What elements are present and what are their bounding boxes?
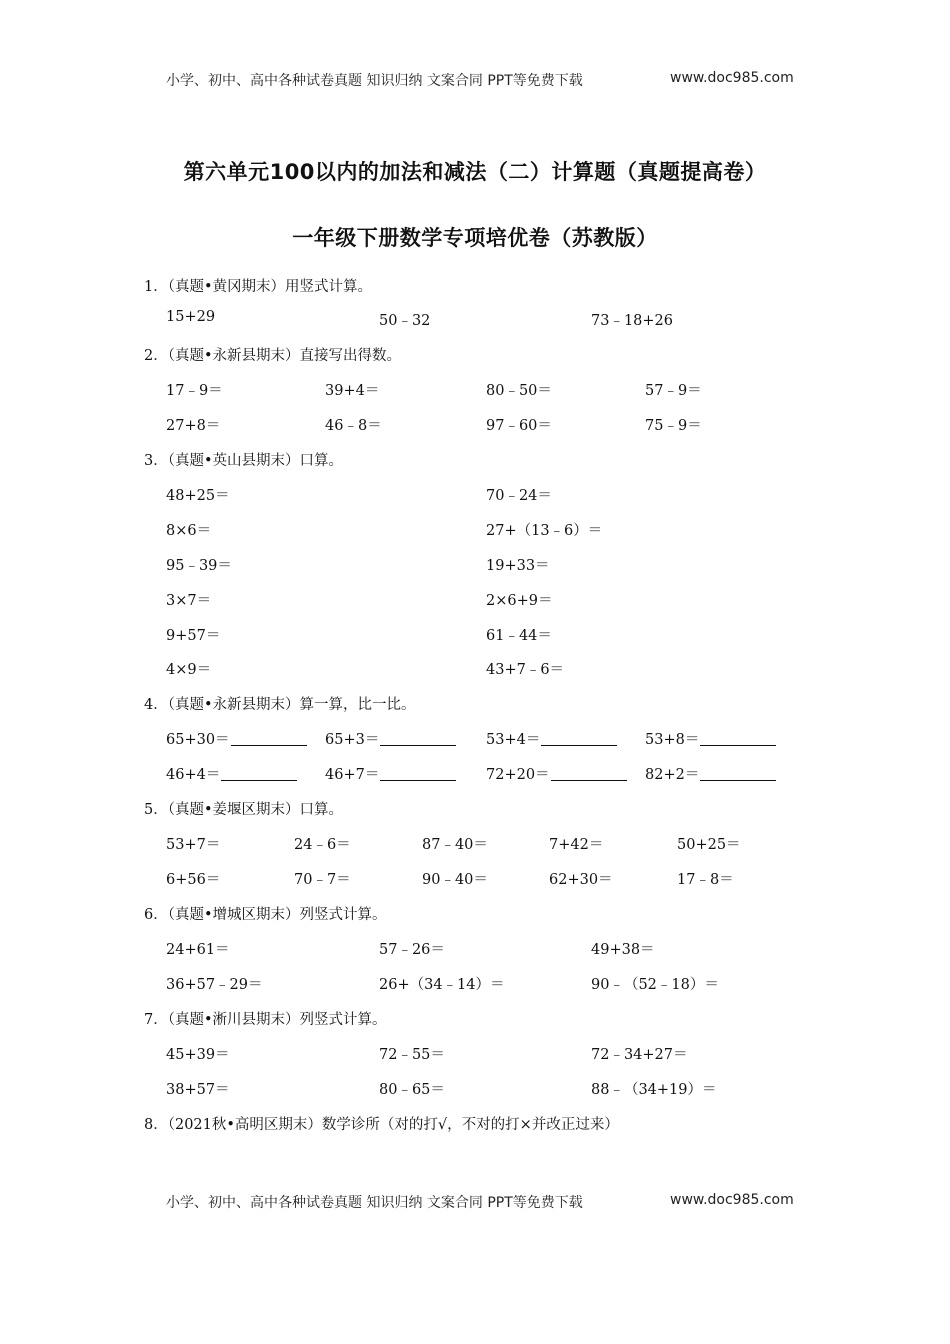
fill-problem — [325, 763, 456, 784]
problem: 62+30＝ — [549, 872, 613, 888]
page-title: 第六单元100以内的加法和减法（二）计算题（真题提高卷） — [183, 160, 767, 184]
answer-blank[interactable] — [700, 766, 776, 781]
question-6-row — [0, 938, 950, 958]
page-subtitle: 一年级下册数学专项培优卷（苏教版） — [292, 226, 658, 250]
problem: 19+33＝ — [486, 558, 550, 574]
question-7-row — [0, 1043, 950, 1063]
question-6-row — [0, 973, 950, 993]
problem: 90﹣（52﹣18）＝ — [591, 977, 719, 993]
question-1-row — [0, 309, 950, 329]
problem: 39+4＝ — [325, 383, 380, 399]
problem: 38+57＝ — [166, 1082, 230, 1098]
fill-problem — [486, 763, 627, 784]
problem: 61﹣44＝ — [486, 628, 552, 644]
problem: 6+56＝ — [166, 872, 221, 888]
question-7-stem: 7．（真题•淅川县期末）列竖式计算。 — [144, 1012, 387, 1028]
header-text: 小学、初中、高中各种试卷真题 知识归纳 文案合同 PPT等免费下载 — [166, 73, 583, 89]
question-4-stem: 4．（真题•永新县期末）算一算，比一比。 — [144, 697, 416, 713]
answer-blank[interactable] — [231, 731, 307, 746]
answer-blank[interactable] — [551, 766, 627, 781]
problem: 75﹣9＝ — [645, 418, 702, 434]
problem: 17﹣8＝ — [677, 872, 734, 888]
problem: 24﹣6＝ — [294, 837, 351, 853]
question-4-row — [0, 763, 950, 783]
problem: 53+7＝ — [166, 837, 221, 853]
header-url[interactable]: www.doc985.com — [670, 70, 794, 86]
problem: 88﹣（34+19）＝ — [591, 1082, 717, 1098]
problem: 2×6+9＝ — [486, 593, 553, 609]
problem: 27+8＝ — [166, 418, 221, 434]
question-5-row — [0, 833, 950, 853]
answer-blank[interactable] — [221, 766, 297, 781]
problem: 8×6＝ — [166, 523, 212, 539]
question-3-row — [0, 589, 950, 609]
problem: 17﹣9＝ — [166, 383, 223, 399]
problem: 26+（34﹣14）＝ — [379, 977, 505, 993]
problem: 53+8＝ — [645, 732, 700, 748]
answer-blank[interactable] — [700, 731, 776, 746]
question-3-row — [0, 554, 950, 574]
fill-problem — [166, 728, 307, 749]
problem: 80﹣65＝ — [379, 1082, 445, 1098]
problem: 57﹣9＝ — [645, 383, 702, 399]
footer-url[interactable]: www.doc985.com — [670, 1192, 794, 1208]
problem: 57﹣26＝ — [379, 942, 445, 958]
problem: 87﹣40＝ — [422, 837, 488, 853]
problem: 15+29 — [166, 309, 216, 325]
problem: 27+（13﹣6）＝ — [486, 523, 603, 539]
problem: 9+57＝ — [166, 628, 221, 644]
fill-problem — [486, 728, 617, 749]
problem: 90﹣40＝ — [422, 872, 488, 888]
question-8-stem: 8．（2021秋•高明区期末）数学诊所（对的打√，不对的打×并改正过来） — [144, 1117, 619, 1133]
question-2-row — [0, 379, 950, 399]
problem: 53+4＝ — [486, 732, 541, 748]
problem: 3×7＝ — [166, 593, 212, 609]
question-3-row — [0, 658, 950, 678]
problem: 43+7﹣6＝ — [486, 662, 565, 678]
problem: 50﹣32 — [379, 313, 431, 329]
problem: 95﹣39＝ — [166, 558, 232, 574]
problem: 73﹣18+26 — [591, 313, 674, 329]
problem: 82+2＝ — [645, 767, 700, 783]
problem: 24+61＝ — [166, 942, 230, 958]
answer-blank[interactable] — [380, 731, 456, 746]
problem: 46+7＝ — [325, 767, 380, 783]
problem: 65+30＝ — [166, 732, 230, 748]
problem: 70﹣7＝ — [294, 872, 351, 888]
question-3-row — [0, 484, 950, 504]
problem: 46﹣8＝ — [325, 418, 382, 434]
problem: 4×9＝ — [166, 662, 212, 678]
problem: 45+39＝ — [166, 1047, 230, 1063]
fill-problem — [325, 728, 456, 749]
answer-blank[interactable] — [541, 731, 617, 746]
question-7-row — [0, 1078, 950, 1098]
problem: 49+38＝ — [591, 942, 655, 958]
problem: 70﹣24＝ — [486, 488, 552, 504]
problem: 48+25＝ — [166, 488, 230, 504]
question-3-row — [0, 519, 950, 539]
problem: 46+4＝ — [166, 767, 221, 783]
fill-problem — [645, 728, 776, 749]
problem: 36+57﹣29＝ — [166, 977, 263, 993]
fill-problem — [166, 763, 297, 784]
problem: 72+20＝ — [486, 767, 550, 783]
problem: 72﹣34+27＝ — [591, 1047, 688, 1063]
problem: 80﹣50＝ — [486, 383, 552, 399]
fill-problem — [645, 763, 776, 784]
problem: 65+3＝ — [325, 732, 380, 748]
problem: 50+25＝ — [677, 837, 741, 853]
problem: 97﹣60＝ — [486, 418, 552, 434]
question-2-row — [0, 414, 950, 434]
question-2-stem: 2．（真题•永新县期末）直接写出得数。 — [144, 348, 402, 364]
answer-blank[interactable] — [380, 766, 456, 781]
problem: 7+42＝ — [549, 837, 604, 853]
question-5-stem: 5．（真题•姜堰区期末）口算。 — [144, 802, 344, 818]
question-3-stem: 3．（真题•英山县期末）口算。 — [144, 453, 344, 469]
problem: 72﹣55＝ — [379, 1047, 445, 1063]
question-5-row — [0, 868, 950, 888]
footer-text: 小学、初中、高中各种试卷真题 知识归纳 文案合同 PPT等免费下载 — [166, 1195, 583, 1211]
question-4-row — [0, 728, 950, 748]
question-6-stem: 6．（真题•增城区期末）列竖式计算。 — [144, 907, 387, 923]
question-1-stem: 1．（真题•黄冈期末）用竖式计算。 — [144, 279, 373, 295]
question-3-row — [0, 624, 950, 644]
